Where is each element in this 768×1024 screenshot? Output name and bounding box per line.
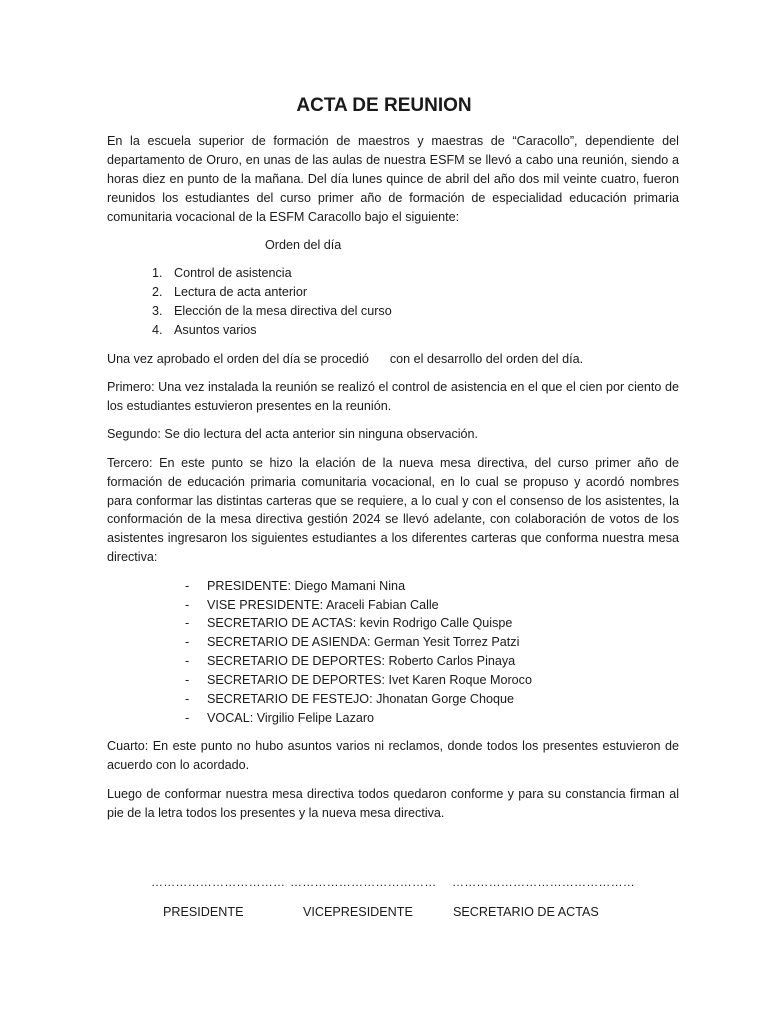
dash-bullet: - xyxy=(185,692,190,707)
first-point-paragraph: Primero: Una vez instalada la reunión se realizó el control de asistencia en el que el cien por ciento de los estudiantes estuvieron presentes en la reunión. xyxy=(107,379,679,413)
signature-line-president: …………………………… xyxy=(151,875,286,889)
third-point-paragraph: Tercero: En este punto se hizo la elación de la nueva mesa directiva, del curso primer año de formación de educación primaria comunitaria vocacional, en lo cual se propuso y acordó nombres para conformar las distintas carteras que se requiere, a lo cual y con el consenso de los asistentes, la conformación de la mesa directiva gestión 2024 se llevó adelante, con colaboración de votos de los asistentes ingresaron los siguientes estudiantes a los diferentes carteras que conforma nuestra mesa directiva: xyxy=(107,455,679,565)
officer-text: SECRETARIO DE DEPORTES: Ivet Karen Roque Moroco xyxy=(207,673,532,688)
officer-item xyxy=(107,633,679,652)
officers-list xyxy=(107,577,679,728)
agenda-list xyxy=(107,264,679,340)
signature-line-secretary: ……………………………………… xyxy=(452,875,635,889)
officer-item xyxy=(107,690,679,709)
dash-bullet: - xyxy=(185,635,190,650)
dash-bullet: - xyxy=(185,597,190,612)
signature-line-vicepresident: ……………………………… xyxy=(290,875,437,889)
officer-item xyxy=(107,652,679,671)
signature-label-president: PRESIDENTE xyxy=(163,905,244,919)
agenda-item xyxy=(107,302,679,321)
agenda-text: Elección de la mesa directiva del curso xyxy=(174,304,392,319)
officer-item xyxy=(107,709,679,728)
intro-paragraph: En la escuela superior de formación de maestros y maestras de “Caracollo”, dependiente del departamento de Oruro, en unas de las aulas de nuestra ESFM se llevó a cabo una reunión, siendo a horas diez en punto de la mañana. Del día lunes quince de abril del año dos mil veinte cuatro, fueron reunidos los estudiantes del curso primer año de formación de especialidad educación primaria comunitaria vocacional de la ESFM Caracollo bajo el siguiente: xyxy=(107,134,679,224)
agenda-number: 1. xyxy=(152,266,163,281)
officer-item xyxy=(107,614,679,633)
fourth-point-paragraph: Cuarto: En este punto no hubo asuntos varios ni reclamos, donde todos los presentes estuvieron de acuerdo con lo acordado. xyxy=(107,739,679,773)
officer-text: SECRETARIO DE DEPORTES: Roberto Carlos Pinaya xyxy=(207,654,516,669)
second-point-paragraph: Segundo: Se dio lectura del acta anterior sin ninguna observación. xyxy=(107,427,479,442)
agenda-item xyxy=(107,264,679,283)
officer-text: VOCAL: Virgilio Felipe Lazaro xyxy=(207,710,375,725)
agenda-item xyxy=(107,321,679,340)
agenda-item xyxy=(107,283,679,302)
dash-bullet: - xyxy=(185,654,190,669)
officer-text: PRESIDENTE: Diego Mamani Nina xyxy=(207,578,406,593)
dash-bullet: - xyxy=(185,616,190,631)
dash-bullet: - xyxy=(185,710,190,725)
officer-text: VISE PRESIDENTE: Araceli Fabian Calle xyxy=(207,597,439,612)
dash-bullet: - xyxy=(185,578,190,593)
agenda-number: 2. xyxy=(152,285,163,300)
agenda-text: Lectura de acta anterior xyxy=(174,285,308,300)
agenda-text: Asuntos varios xyxy=(174,323,257,338)
agenda-number: 4. xyxy=(152,323,163,338)
agenda-heading: Orden del día xyxy=(265,238,342,253)
closing-paragraph: Luego de conformar nuestra mesa directiva todos quedaron conforme y para su constancia firman al pie de la letra todos los presentes y la nueva mesa directiva. xyxy=(107,786,679,820)
approval-paragraph: Una vez aprobado el orden del día se procedió con el desarrollo del orden del día. xyxy=(107,351,584,366)
signature-label-vicepresident: VICEPRESIDENTE xyxy=(303,905,413,919)
officer-text: SECRETARIO DE FESTEJO: Jhonatan Gorge Choque xyxy=(207,692,515,707)
agenda-number: 3. xyxy=(152,304,163,319)
document-body xyxy=(107,132,679,832)
document-title: ACTA DE REUNION xyxy=(296,95,472,116)
dash-bullet: - xyxy=(185,673,190,688)
agenda-text: Control de asistencia xyxy=(174,266,292,281)
officer-item xyxy=(107,596,679,615)
signature-label-secretary: SECRETARIO DE ACTAS xyxy=(453,905,599,919)
officer-text: SECRETARIO DE ACTAS: kevin Rodrigo Calle Quispe xyxy=(207,616,513,631)
officer-item xyxy=(107,577,679,596)
officer-text: SECRETARIO DE ASIENDA: German Yesit Torrez Patzi xyxy=(207,635,520,650)
officer-item xyxy=(107,671,679,690)
